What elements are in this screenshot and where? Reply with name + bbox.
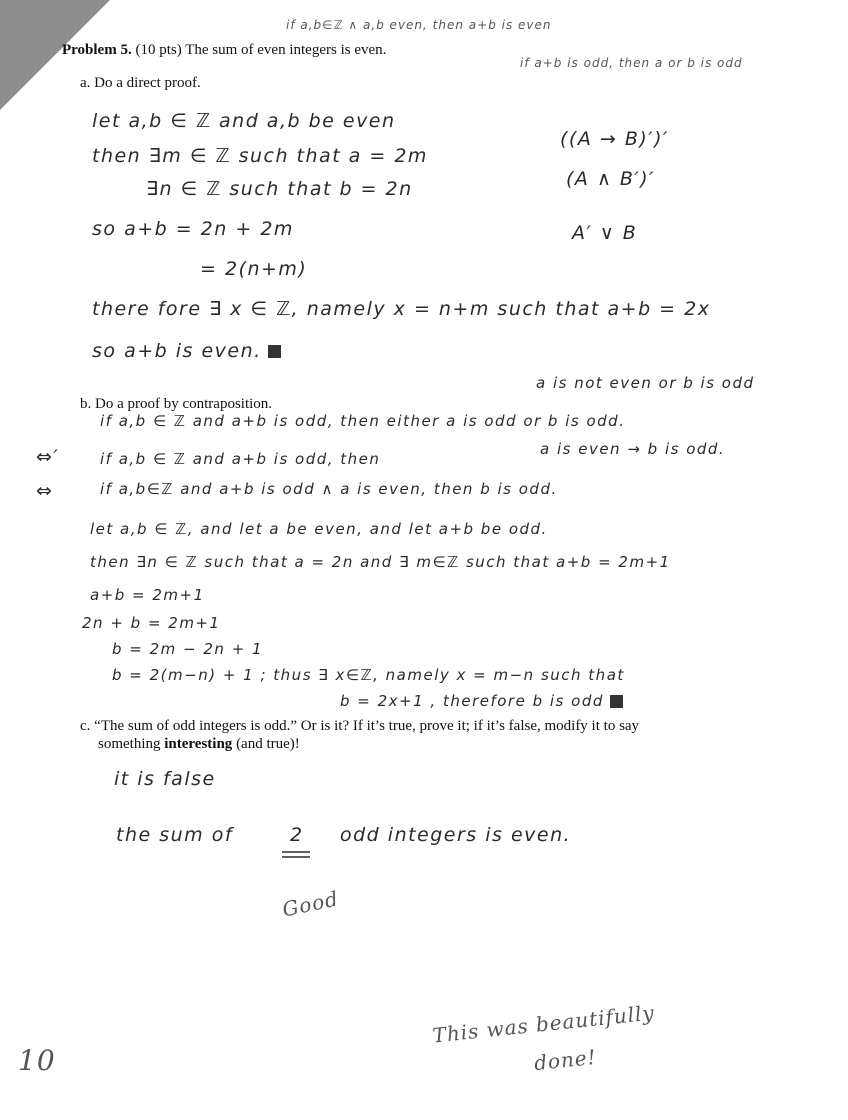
problem-label: Problem 5. bbox=[62, 42, 132, 58]
part-b-line-1: if a,b ∈ ℤ and a+b is odd, then either a is odd or b is odd. bbox=[100, 412, 626, 430]
grader-comment-1: This was beautifully bbox=[431, 1000, 656, 1048]
part-a-line-5: = 2(n+m) bbox=[200, 258, 308, 280]
part-b-line-7: 2n + b = 2m+1 bbox=[82, 614, 221, 632]
part-c-answer-2c: odd integers is even. bbox=[340, 824, 572, 846]
part-b-line-3: if a,b∈ℤ and a+b is odd ∧ a is even, then b is odd. bbox=[100, 480, 558, 498]
grader-good: Good bbox=[280, 886, 341, 922]
part-a-line-2: then ∃m ∈ ℤ such that a = 2m bbox=[92, 145, 428, 167]
part-b-line-10: b = 2x+1 , therefore b is odd bbox=[340, 692, 623, 710]
equiv-arrow-2: ⇔ bbox=[36, 480, 54, 502]
problem-heading bbox=[62, 42, 386, 59]
qed-box-b bbox=[610, 695, 623, 708]
part-b-line-5: then ∃n ∈ ℤ such that a = 2n and ∃ m∈ℤ such that a+b = 2m+1 bbox=[90, 553, 671, 571]
problem-points: (10 pts) bbox=[135, 42, 182, 58]
part-a-line-3: ∃n ∈ ℤ such that b = 2n bbox=[146, 178, 413, 200]
part-b-line-6: a+b = 2m+1 bbox=[90, 586, 205, 604]
part-a-line-6: there fore ∃ x ∈ ℤ, namely x = n+m such that a+b = 2x bbox=[92, 298, 711, 320]
part-b-side-note: a is not even or b is odd bbox=[536, 374, 755, 392]
double-underline bbox=[282, 850, 312, 860]
top-note-2: if a+b is odd, then a or b is odd bbox=[520, 56, 743, 70]
part-a-prompt: a. Do a direct proof. bbox=[80, 75, 201, 91]
part-b-line-2: if a,b ∈ ℤ and a+b is odd, then bbox=[100, 450, 381, 468]
part-c-prompt-line-2: something interesting (and true)! bbox=[98, 736, 300, 752]
part-c-answer-2b: 2 bbox=[290, 824, 304, 846]
problem-statement: The sum of even integers is even. bbox=[185, 42, 387, 58]
equiv-arrow-1: ⇔′ bbox=[36, 446, 60, 468]
part-a-line-1: let a,b ∈ ℤ and a,b be even bbox=[92, 110, 396, 132]
part-b-prompt: b. Do a proof by contraposition. bbox=[80, 396, 273, 412]
part-b-line-8: b = 2m − 2n + 1 bbox=[112, 640, 264, 658]
qed-box bbox=[268, 345, 281, 358]
part-a-line-4: so a+b = 2n + 2m bbox=[92, 218, 294, 240]
part-c-answer-1: it is false bbox=[114, 768, 216, 790]
logic-line-2: (A ∧ B′)′ bbox=[566, 168, 655, 190]
part-c-answer-2a: the sum of bbox=[116, 824, 234, 846]
part-c-prompt-line-1: c. “The sum of odd integers is odd.” Or is it? If it’s true, prove it; if it’s false, modify it to say bbox=[80, 718, 640, 734]
grader-score: 10 bbox=[18, 1044, 56, 1077]
part-b-line-2b: a is even → b is odd. bbox=[540, 440, 726, 458]
logic-line-3: A′ ∨ B bbox=[572, 222, 638, 244]
part-a-line-7: so a+b is even. bbox=[92, 340, 281, 362]
logic-line-1: ((A → B)′)′ bbox=[560, 128, 669, 150]
top-note-1: if a,b∈ℤ ∧ a,b even, then a+b is even bbox=[286, 18, 552, 32]
part-b-line-9: b = 2(m−n) + 1 ; thus ∃ x∈ℤ, namely x = m−n such that bbox=[112, 666, 625, 684]
grader-comment-2: done! bbox=[532, 1044, 598, 1076]
interesting-word: interesting bbox=[164, 736, 233, 752]
part-b-line-4: let a,b ∈ ℤ, and let a be even, and let a+b be odd. bbox=[90, 520, 548, 538]
